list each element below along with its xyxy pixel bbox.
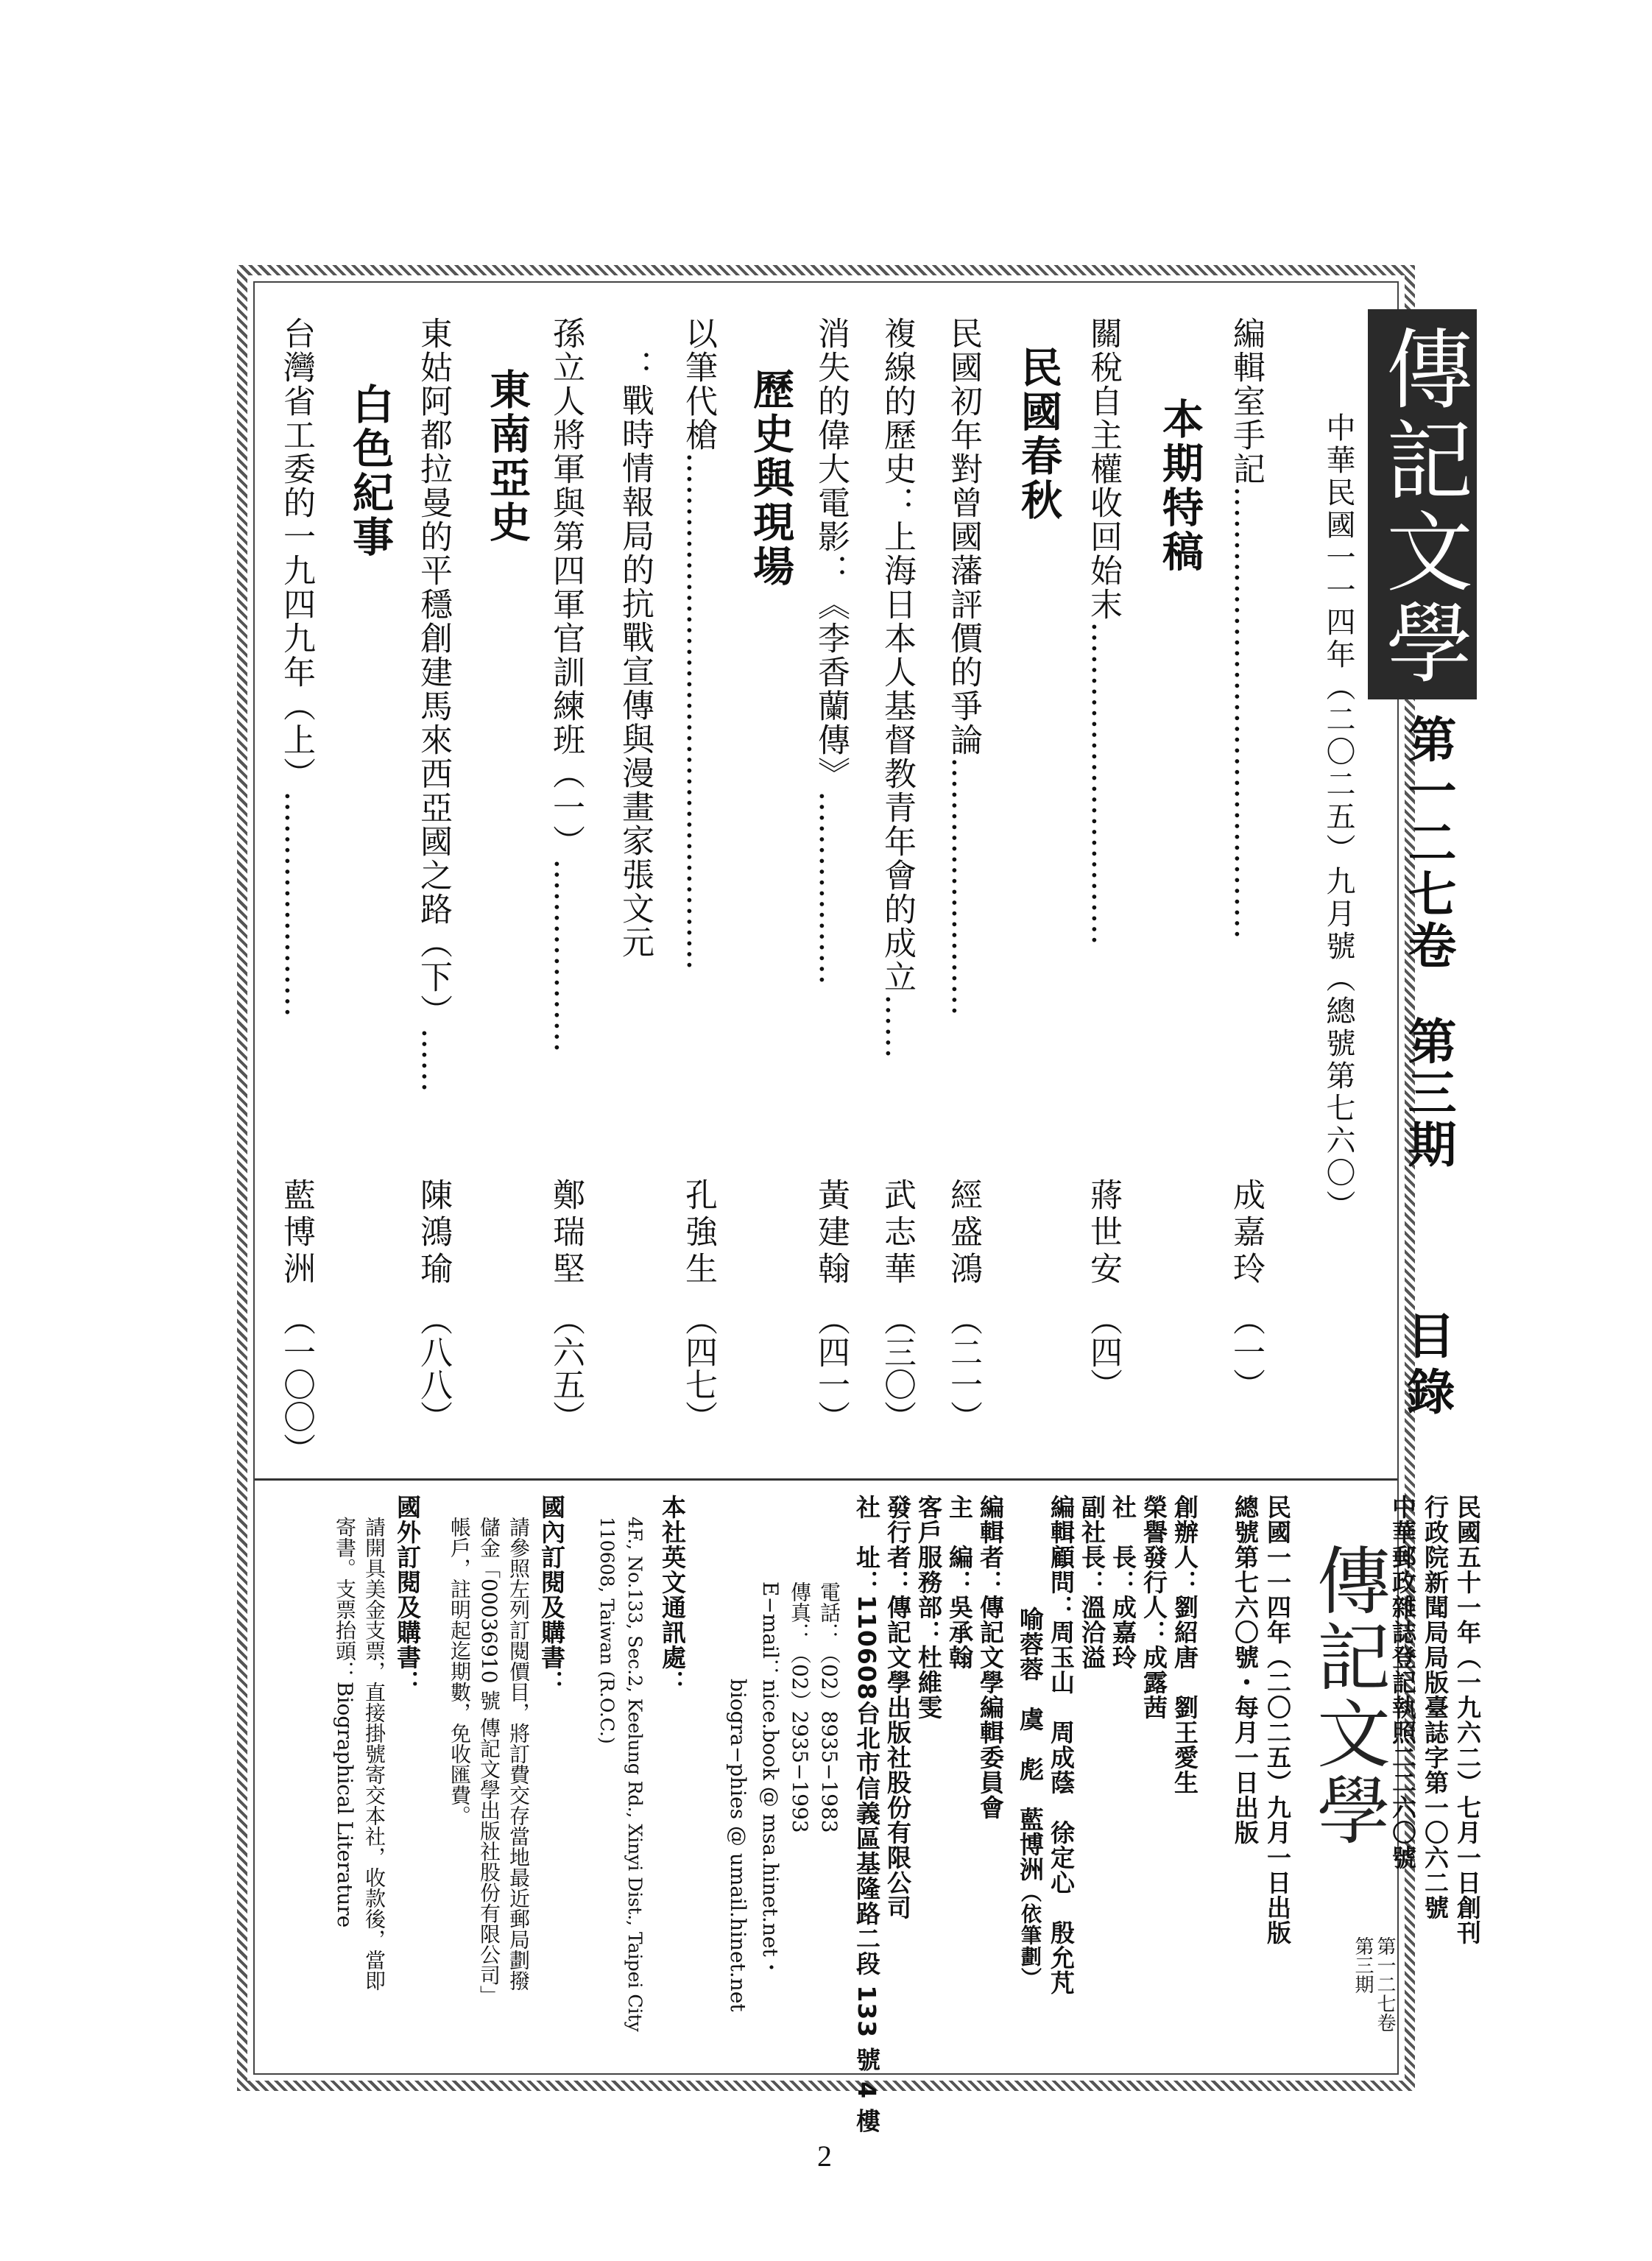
toc-entry-page: （四一） — [812, 1303, 850, 1433]
masthead-logo: 傳記文學 — [1372, 324, 1473, 689]
foreign-subscription-line-2: 寄書。支票抬頭：Biographical Literature — [333, 1517, 357, 1928]
foreign-subscription-line-1: 請開具美金支票，直接掛號寄交本社，收款後，當即 — [362, 1517, 386, 1991]
toc-entry-title[interactable]: 編輯室手記…………………………………… — [1227, 317, 1265, 939]
toc-entry-title[interactable]: 以筆代槍………………………………………… — [679, 317, 717, 970]
publisher-line: 發行者：傳記文學出版社股份有限公司 — [883, 1495, 912, 1920]
editor-line: 編輯者：傳記文學編輯委員會 — [976, 1495, 1005, 1820]
toc-entry-page: （二一） — [945, 1303, 982, 1433]
volume-issue-title — [1393, 714, 1463, 1171]
issue-date: 中華民國一一四年（二〇二五）九月號（總號第七六〇） — [1321, 412, 1355, 1222]
english-address-line-1: 4F., No.133, Sec.2, Keelung Rd., Xinyi Dist., Taipei City — [624, 1517, 646, 2032]
page-number: 2 — [817, 2140, 832, 2173]
toc-entry-title[interactable]: 關稅自主權收回始末………………………… — [1084, 317, 1122, 945]
toc-entry-page: （四七） — [679, 1303, 717, 1433]
colophon-logo: 傳記文學 — [1305, 1542, 1391, 1849]
founded-line: 民國五十一年（一九六二）七月一日創刊 — [1453, 1495, 1482, 1945]
toc-entry-page: （四） — [1084, 1303, 1122, 1400]
toc-section-heading: 民國春秋 — [1014, 346, 1062, 523]
toc-entry-title[interactable]: 東姑阿都拉曼的平穩創建馬來西亞國之路（下）…… — [414, 317, 452, 1093]
toc-section-heading: 本期特稿 — [1156, 398, 1204, 574]
license-line-2: 中華郵政雜誌登記執照二二六〇號 — [1388, 1495, 1417, 1870]
customer-service-line: 客戶服務部：杜維雯 — [914, 1495, 943, 1720]
toc-entry-page: （六五） — [547, 1303, 585, 1433]
toc-entry-title[interactable]: 複線的歷史：上海日本人基督教青年會的成立…… — [878, 317, 916, 1059]
domestic-subscription-line-2: 儲金「00036910 號 傳記文學出版社股份有限公司」 — [477, 1517, 501, 2006]
address-line: 社 址：110608台北市信義區基隆路二段 133 號 4 樓 — [853, 1495, 881, 2134]
toc-entry-author: 鄭瑞堅 — [547, 1178, 585, 1288]
toc-section-heading: 東南亞史 — [483, 368, 531, 545]
toc-entry-page: （八八） — [414, 1303, 452, 1433]
pub-date-line: 民國一一四年（二〇二五）九月一日出版 — [1263, 1495, 1292, 1945]
vice-president-line: 副社長：溫洽溢 — [1078, 1495, 1106, 1670]
domestic-subscription-heading: 國內訂閱及購書： — [537, 1495, 566, 1695]
email-line-2[interactable]: biogra−phies @ umail.hinet.net — [726, 1679, 750, 2012]
founder-line: 創辦人：劉紹唐 劉王愛生 — [1171, 1495, 1199, 1795]
toc-entry-page: （一） — [1227, 1303, 1265, 1400]
domestic-subscription-line-3: 帳戶，註明起迄期數，免收匯費。 — [448, 1517, 472, 1826]
toc-entry-title[interactable]: 台灣省工委的一九四九年（上）………………… — [278, 317, 315, 1017]
president-line: 社 長：成嘉玲 — [1109, 1495, 1137, 1670]
toc-entry-page: （一〇〇） — [278, 1303, 315, 1465]
toc-entry-title[interactable]: 孫立人將軍與第四軍官訓練班（一）……………… — [547, 317, 585, 1053]
phone-line: 電話：（02）8935−1983 — [817, 1581, 841, 1833]
toc-section-heading: 歷史與現場 — [746, 368, 794, 589]
volume-label: 第一二七卷 — [1399, 714, 1456, 972]
toc-entry-subtitle: ：戰時情報局的抗戰宣傳與漫畫家張文元 — [616, 350, 654, 959]
toc-entry-author: 藍博洲 — [278, 1178, 315, 1288]
email-line[interactable]: E−mail：nice.book @ msa.hinet.net・ — [758, 1581, 783, 1978]
honorary-publisher-line: 榮譽發行人：成露茜 — [1140, 1495, 1168, 1720]
toc-entry-author: 陳鴻瑜 — [414, 1178, 452, 1288]
foreign-subscription-heading: 國外訂閱及購書： — [393, 1495, 422, 1695]
english-address-heading: 本社英文通訊處： — [658, 1495, 687, 1695]
toc-entry-author: 孔強生 — [679, 1178, 717, 1288]
issue-label: 第三期 — [1399, 1016, 1456, 1171]
toc-entry-page: （三〇） — [878, 1303, 916, 1433]
advisors-line-2: 喻蓉蓉 虞 彪 藍博洲（依筆劃） — [1016, 1606, 1045, 1989]
colophon-volume: 第一二七卷 第三期 — [1352, 1936, 1396, 2032]
toc-entry-author: 武志華 — [878, 1178, 916, 1288]
chief-editor-line: 主 編：吳承翰 — [945, 1495, 974, 1670]
domestic-subscription-line-1: 請參照左列訂閱價目，將訂費交存當地最近郵局劃撥 — [506, 1517, 531, 1991]
toc-entry-author: 經盛鴻 — [945, 1178, 982, 1288]
toc-entry-author: 成嘉玲 — [1227, 1178, 1265, 1288]
colophon-divider — [255, 1478, 1397, 1481]
contents-heading: 目錄 — [1398, 1311, 1455, 1422]
toc-entry-author: 黃建翰 — [812, 1178, 850, 1288]
advisors-line: 編輯顧問：周玉山 周成蔭 徐定心 殷允芃 — [1047, 1495, 1076, 1995]
toc-entry-title[interactable]: 消失的偉大電影：《李香蘭傳》……………… — [812, 317, 850, 985]
total-number-line: 總號第七六〇號・每月一日出版 — [1231, 1495, 1260, 1845]
english-address-line-2: 110608, Taiwan (R.O.C.) — [596, 1517, 618, 1744]
toc-entry-author: 蔣世安 — [1084, 1178, 1122, 1288]
license-line-1: 行政院新聞局局版臺誌字第一〇六二號 — [1421, 1495, 1450, 1920]
toc-section-heading: 白色紀事 — [346, 383, 394, 560]
toc-entry-title[interactable]: 民國初年對曾國藩評價的爭論…………………… — [945, 317, 982, 1016]
fax-line: 傳真：（02）2935−1993 — [788, 1581, 812, 1833]
